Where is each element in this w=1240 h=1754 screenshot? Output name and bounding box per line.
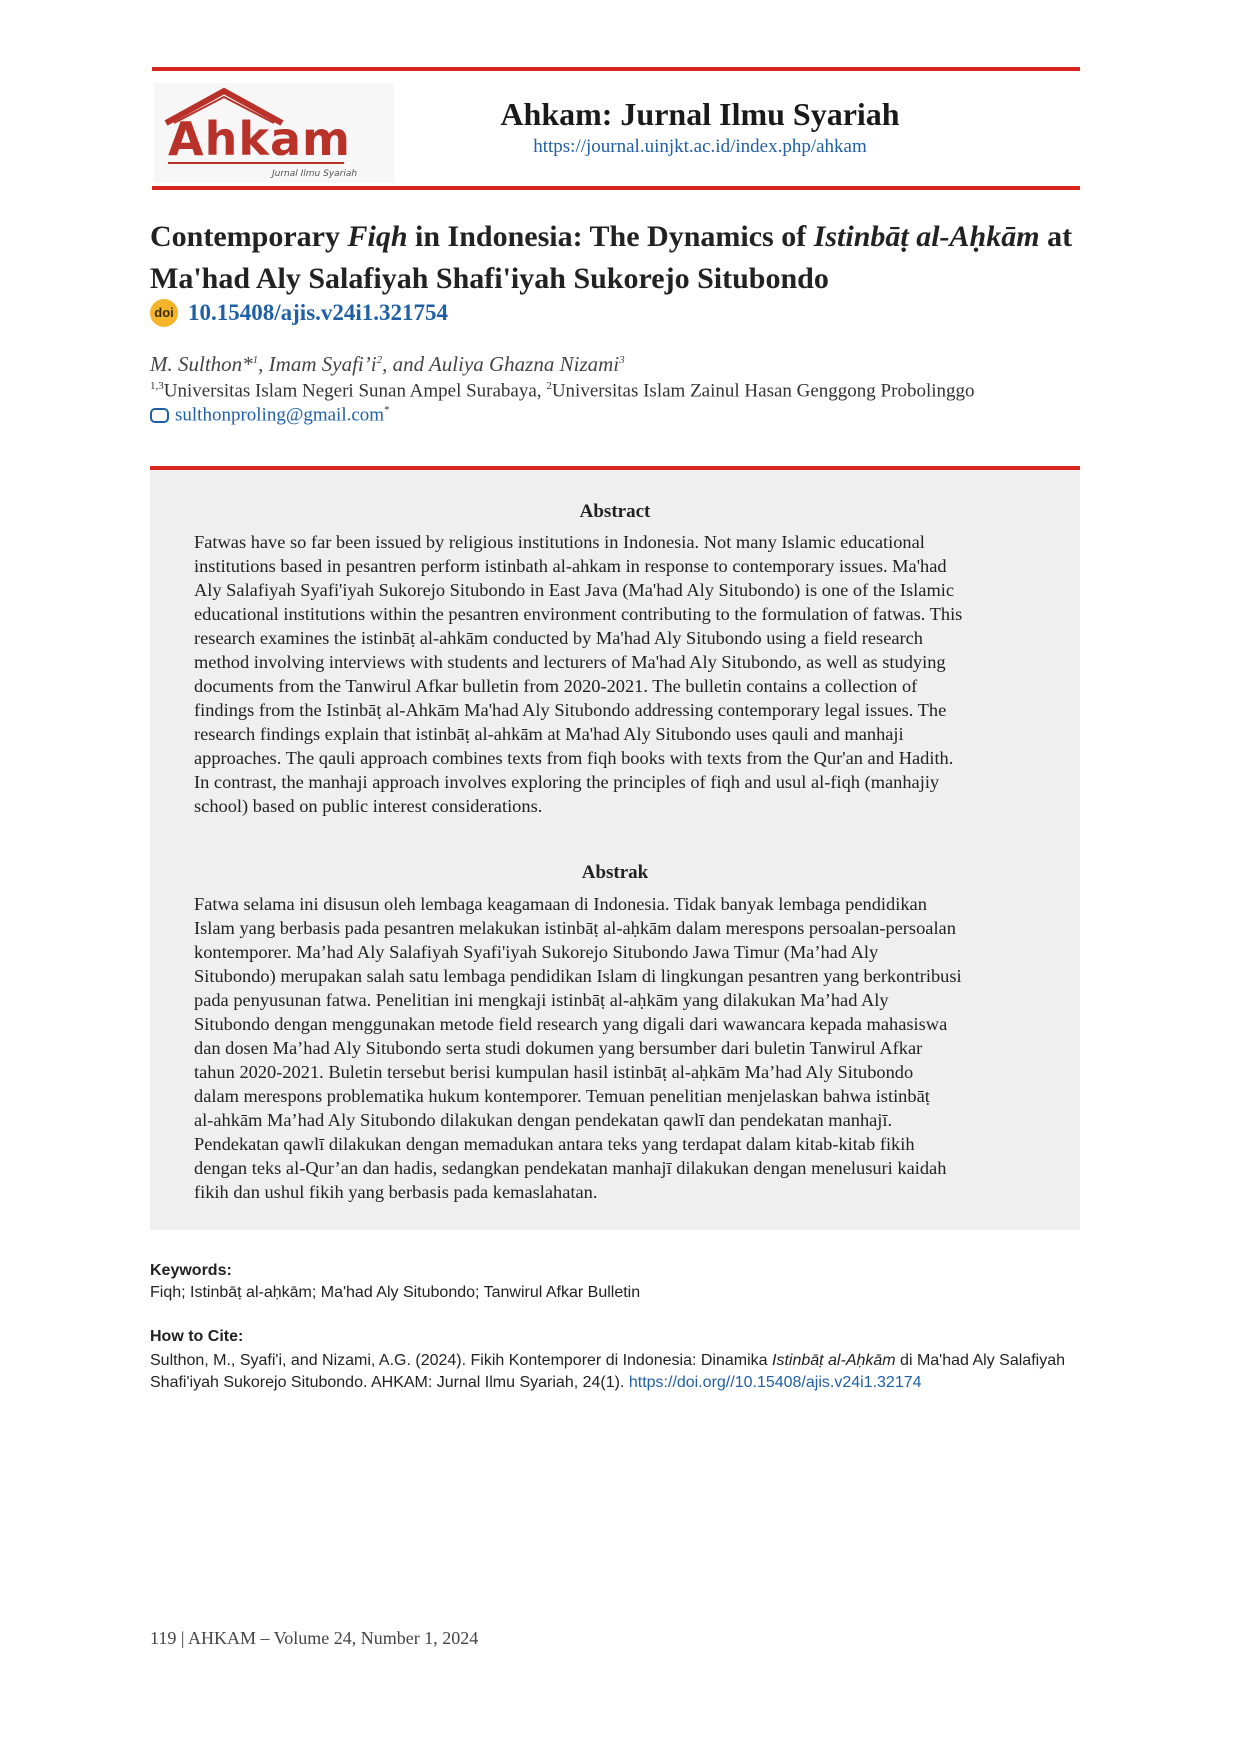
abstract-line: findings from the Istinbāṭ al-Ahkām Ma'had Aly Situbondo addressing contemporary legal issues. The (194, 700, 947, 720)
abstract-heading: Abstract (579, 501, 651, 522)
author-name: , Imam Syafi’i (258, 352, 377, 376)
keywords-text: Fiqh; Istinbāṭ al-aḥkām; Ma'had Aly Situbondo; Tanwirul Afkar Bulletin (150, 1284, 641, 1301)
abstrak-line: Islam yang berbasis pada pesantren melakukan istinbāṭ al-aḥkām dalam merespons persoalan-persoalan (194, 918, 956, 938)
title-part: at Ma'had Aly Salafiyah Shafi'iyah Sukorejo Situbondo (150, 220, 1073, 295)
abstrak-line: dan dosen Ma’had Aly Situbondo serta studi dokumen yang bersumber dari buletin Tanwirul Afkar (194, 1038, 923, 1058)
doi-row (150, 299, 448, 329)
citation-part: di Ma'had Aly Salafiyah Shafi'iyah Sukorejo Situbondo. AHKAM: Jurnal Ilmu Syariah, 24(1). (150, 1352, 1065, 1391)
citation-doi-link[interactable]: https://doi.org//10.15408/ajis.v24i1.32174 (628, 1374, 922, 1391)
abstrak-line: pada penyusunan fatwa. Penelitian ini mengkaji istinbāṭ al-aḥkām yang dilakukan Ma’had Aly (194, 990, 889, 1010)
abstrak-line: Situbondo dengan menggunakan metode field research yang digali dari wawancara kepada mahasiswa (194, 1014, 948, 1034)
abstract-line: school) based on public interest considerations. (194, 796, 543, 816)
abstract-line: research findings explain that istinbāṭ al-ahkām at Ma'had Aly Situbondo uses qauli and manhaji (194, 724, 904, 744)
email-icon (150, 408, 169, 423)
email-row (150, 404, 390, 426)
journal-title: Ahkam: Jurnal Ilmu Syariah (500, 96, 900, 132)
abstract-line: documents from the Tanwirul Afkar bulletin from 2020-2021. The bulletin contains a collection of (194, 676, 918, 696)
abstrak-heading: Abstrak (581, 862, 649, 883)
abstrak-line: Fatwa selama ini disusun oleh lembaga keagamaan di Indonesia. Tidak banyak lembaga pendidikan (194, 894, 927, 914)
how-to-cite-label: How to Cite: (150, 1328, 244, 1345)
email-link[interactable]: sulthonproling@gmail.com (175, 404, 385, 426)
abstrak-line: Pendekatan qawlī dilakukan dengan memadukan antara teks yang terdapat dalam kitab-kitab fikih (194, 1134, 915, 1154)
keywords-label: Keywords: (150, 1262, 232, 1279)
header-bottom-rule (152, 186, 1080, 190)
author-sup: 3 (619, 354, 625, 366)
svg-text:Ahkam: Ahkam (168, 112, 351, 166)
abstract-id-text (194, 892, 1047, 1204)
abstrak-line: tahun 2020-2021. Buletin tersebut berisi kumpulan hasil istinbāṭ al-aḥkām Ma’had Aly Situbondo (194, 1062, 914, 1082)
abstract-line: In contrast, the manhaji approach involves exploring the principles of fiqh and usul al-fiqh (manhajiy (194, 772, 940, 792)
affil-sup: 2 (546, 380, 552, 392)
abstract-line: institutions based in pesantren perform istinbath al-ahkam in response to contemporary issues. Ma'had (194, 556, 947, 576)
title-part-italic: Istinbāṭ al-Aḥkām (813, 220, 1040, 253)
abstrak-line: fikih dan ushul fikih yang berbasis pada kemaslahatan. (194, 1182, 598, 1202)
abstrak-line: al-ahkām Ma’had Aly Situbondo dilakukan dengan pendekatan qawlī dan pendekatan manhajī. (194, 1110, 893, 1130)
email-sup: * (384, 404, 390, 416)
abstrak-line: dengan teks al-Qur’an dan hadis, sedangkan pendekatan manhajī dilakukan dengan menelusuri kaidah (194, 1158, 947, 1178)
abstract-line: Aly Salafiyah Syafi'iyah Sukorejo Situbondo in East Java (Ma'had Aly Situbondo) is one of the Islamic (194, 580, 955, 600)
abstrak-line: kontemporer. Ma’had Aly Salafiyah Syafi'iyah Sukorejo Situbondo Jawa Timur (Ma’had Aly (194, 942, 879, 962)
title-part: Contemporary (150, 220, 348, 253)
author-name: M. Sulthon* (150, 352, 253, 376)
doi-icon: doi (150, 299, 178, 327)
abstrak-line: Situbondo) merupakan salah satu lembaga pendidikan Islam di lingkungan pesantren yang berkontribusi (194, 966, 962, 986)
abstract-line: Fatwas have so far been issued by religious institutions in Indonesia. Not many Islamic educational (194, 532, 925, 552)
abstract-line: educational institutions within the pesantren environment contributing to the formulation of fatwas. This (194, 604, 963, 624)
article-title (150, 216, 1080, 300)
affil-text: Universitas Islam Zainul Hasan Genggong Probolinggo (551, 380, 975, 402)
abstrak-line: dalam merespons problematika hukum kontemporer. Temuan penelitian menjelaskan bahwa istinbāṭ (194, 1086, 930, 1106)
journal-logo (154, 83, 394, 183)
title-part: in Indonesia: The Dynamics of (407, 220, 814, 253)
citation-text (150, 1350, 1080, 1394)
svg-text:Jurnal Ilmu Syariah: Jurnal Ilmu Syariah (272, 169, 358, 179)
page-footer: 119 | AHKAM – Volume 24, Number 1, 2024 (150, 1628, 479, 1648)
abstract-line: method involving interviews with students and lecturers of Ma'had Aly Situbondo, as well as studying (194, 652, 946, 672)
citation-part-italic: Istinbāṭ al-Aḥkām (772, 1352, 896, 1369)
citation-part: Sulthon, M., Syafi'i, and Nizami, A.G. (2024). Fikih Kontemporer di Indonesia: Dinamika (150, 1352, 772, 1369)
abstract-line: research examines the istinbāṭ al-ahkām conducted by Ma'had Aly Situbondo using a field research (194, 628, 924, 648)
header-top-rule (152, 67, 1080, 71)
author-name: , and Auliya Ghazna Nizami (382, 352, 620, 376)
abstract-en-text (194, 530, 1047, 818)
doi-link[interactable]: 10.15408/ajis.v24i1.321754 (188, 300, 449, 325)
affil-text: Universitas Islam Negeri Sunan Ampel Surabaya, (163, 380, 547, 402)
affil-sup: 1,3 (150, 380, 164, 392)
author-sup: 1 (252, 354, 259, 366)
journal-url-link[interactable]: https://journal.uinjkt.ac.id/index.php/ahkam (533, 136, 867, 157)
author-list (150, 352, 625, 377)
abstract-line: approaches. The qauli approach combines texts from fiqh books with texts from the Qur'an and Hadith. (194, 748, 954, 768)
author-sup: 2 (376, 354, 383, 366)
title-part-italic: Fiqh (347, 220, 408, 253)
affiliations (150, 380, 975, 402)
